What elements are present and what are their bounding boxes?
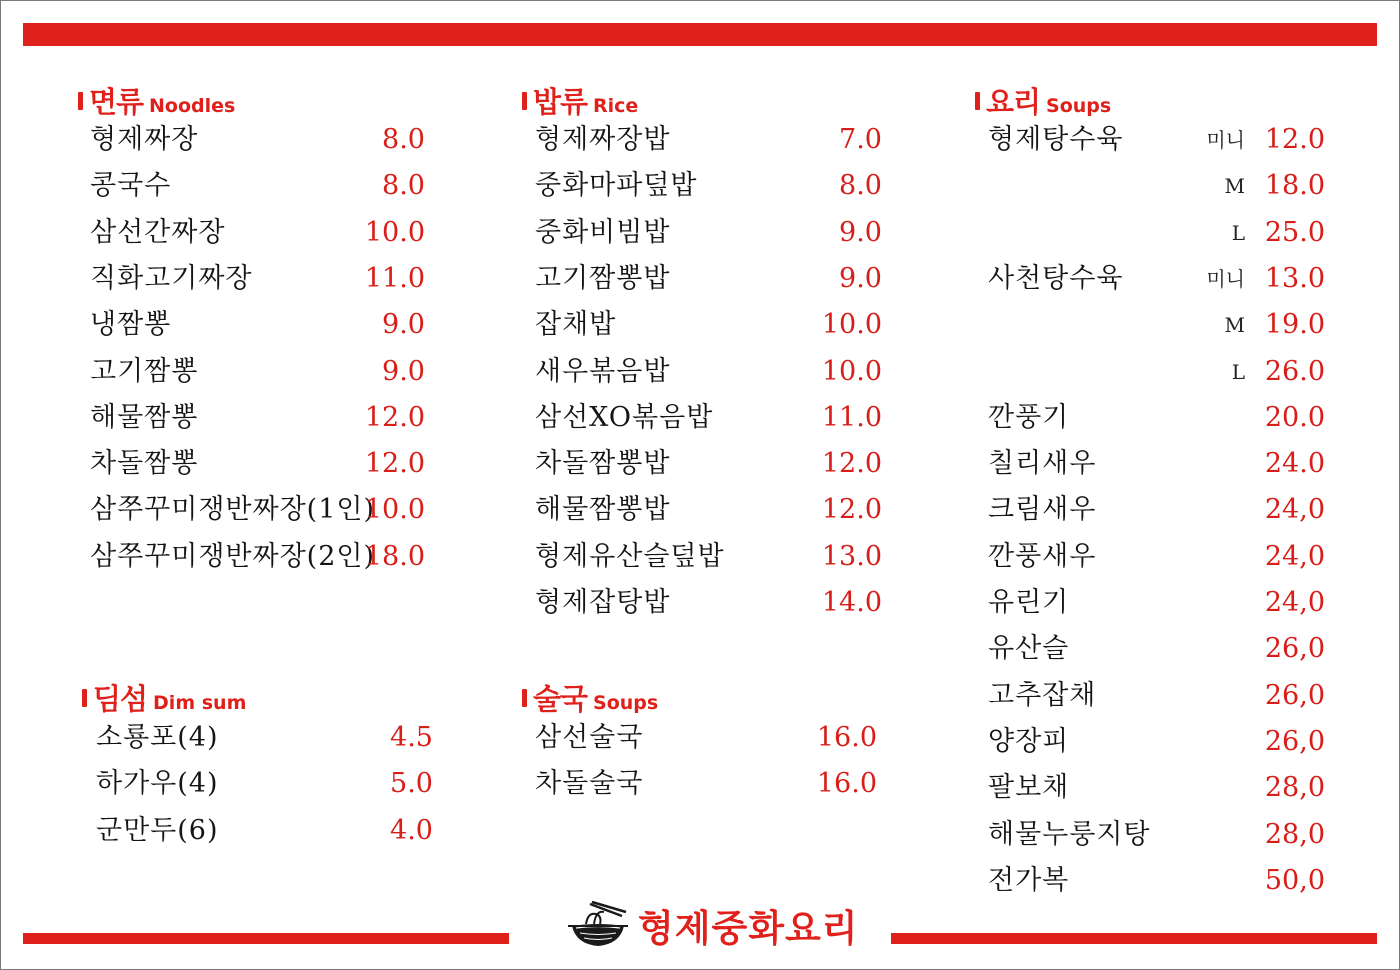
menu-item-name: 새우볶음밥 (535, 355, 671, 387)
menu-item-price: 8.0 (839, 170, 882, 202)
menu-item-price: 10.0 (821, 309, 882, 341)
menu-item (535, 718, 877, 764)
section-title-en: Noodles (149, 95, 236, 117)
menu-item-price: 24,0 (1264, 494, 1325, 526)
menu-item-price: 9.0 (382, 309, 425, 341)
menu-item-name: 잡채밥 (535, 309, 617, 341)
noodle-bowl-icon (566, 900, 630, 950)
menu-item-size: M (1224, 174, 1245, 199)
menu-item (988, 815, 1325, 861)
menu-item (96, 764, 433, 810)
menu-item (988, 676, 1325, 722)
menu-item-size: 미니 (1206, 266, 1245, 291)
menu-item (90, 490, 425, 536)
menu-item (988, 722, 1325, 768)
menu-item-name: 삼쭈꾸미쟁반짜장(2인) (90, 540, 375, 572)
menu-item-name: 군만두(6) (96, 814, 219, 846)
menu-item-price: 8.0 (382, 124, 425, 155)
menu-item-price: 12.0 (364, 401, 425, 433)
menu-item-size: L (1231, 220, 1245, 245)
section-title-ko: 요리 (986, 85, 1041, 119)
menu-item-size: M (1224, 313, 1245, 338)
menu-item (988, 583, 1325, 629)
menu-item-price: 26.0 (1264, 355, 1325, 387)
menu-item (988, 166, 1325, 212)
menu-item-price: 24.0 (1264, 448, 1325, 480)
section-title-ko: 딤섬 (93, 682, 148, 716)
section-title-dishes (975, 80, 1111, 121)
menu-item (535, 537, 882, 583)
menu-item-name: 유산슬 (988, 633, 1070, 665)
section-title-en: Rice (593, 95, 639, 117)
menu-item-price: 9.0 (839, 262, 882, 294)
menu-item (988, 537, 1325, 583)
menu-item-name: 차돌짬뽕 (90, 448, 199, 480)
menu-item (988, 213, 1325, 259)
section-title-en: Soups (1046, 95, 1112, 117)
menu-item (535, 490, 882, 536)
menu-item-price: 13.0 (821, 540, 882, 572)
menu-item-name: 고기짬뽕 (90, 355, 199, 387)
section-title-sulguk (522, 677, 658, 718)
restaurant-logo (566, 898, 858, 952)
menu-item-price: 26,0 (1264, 725, 1325, 757)
menu-item-price: 16.0 (816, 722, 877, 753)
menu-item-name: 칠리새우 (988, 448, 1097, 480)
menu-item (988, 305, 1325, 351)
menu-item-price: 12.0 (821, 494, 882, 526)
menu-item (535, 166, 882, 212)
menu-item (988, 120, 1325, 166)
menu-item (535, 120, 882, 166)
menu-item-name: 전가복 (988, 864, 1070, 896)
brand-name: 형제중화요리 (638, 906, 859, 950)
menu-item (90, 120, 425, 166)
menu-item-price: 28,0 (1264, 772, 1325, 804)
menu-item-price: 14.0 (821, 587, 882, 618)
section-title-ko: 밥류 (533, 85, 588, 119)
menu-item-name: 차돌술국 (535, 768, 644, 800)
menu-item-name: 직화고기짜장 (90, 262, 253, 294)
menu-item (988, 490, 1325, 536)
menu-item-price: 11.0 (364, 262, 425, 294)
section-title-rice (522, 80, 638, 121)
menu-item-price: 18.0 (364, 540, 425, 572)
menu-item-price: 4.5 (390, 722, 433, 753)
menu-item-price: 11.0 (821, 401, 882, 433)
menu-item-name: 콩국수 (90, 170, 172, 202)
bottom-red-bar-right (891, 933, 1377, 944)
menu-item-name: 삼선간짜장 (90, 216, 226, 248)
menu-item (90, 537, 425, 583)
menu-item (96, 718, 433, 764)
menu-item-price: 9.0 (839, 216, 882, 248)
section-title-dimsum (82, 677, 246, 718)
menu-item-name: 사천탕수육 (988, 262, 1124, 294)
menu-item-price: 19.0 (1264, 309, 1325, 341)
bottom-red-bar-left (23, 933, 509, 944)
menu-item-name: 크림새우 (988, 494, 1097, 526)
menu-item-price: 16.0 (816, 768, 877, 800)
top-red-bar (23, 23, 1377, 46)
menu-item (535, 305, 882, 351)
menu-item-price: 18.0 (1264, 170, 1325, 202)
menu-item-price: 13.0 (1264, 262, 1325, 294)
menu-item-name: 형제잡탕밥 (535, 587, 671, 618)
menu-item (535, 764, 877, 810)
menu-item-name: 소룡포(4) (96, 722, 219, 753)
menu-item-price: 25.0 (1264, 216, 1325, 248)
section-marker (522, 92, 527, 110)
menu-item-name: 깐풍기 (988, 401, 1070, 433)
menu-item-price: 24,0 (1264, 587, 1325, 618)
menu-item (988, 398, 1325, 444)
menu-item-price: 10.0 (821, 355, 882, 387)
menu-item-size: 미니 (1206, 128, 1245, 152)
menu-item-price: 28,0 (1264, 818, 1325, 850)
menu-item (535, 352, 882, 398)
menu-item-price: 20.0 (1264, 401, 1325, 433)
menu-item (90, 259, 425, 305)
menu-item-size: L (1231, 359, 1245, 384)
menu-item (535, 213, 882, 259)
menu-item (535, 398, 882, 444)
menu-item-name: 형제짜장 (90, 124, 199, 155)
section-title-ko: 면류 (89, 85, 144, 119)
menu-item-price: 50,0 (1264, 864, 1325, 896)
section-title-noodles (78, 80, 235, 121)
menu-item (988, 352, 1325, 398)
menu-item (90, 305, 425, 351)
section-marker (975, 92, 980, 110)
menu-item-price: 9.0 (382, 355, 425, 387)
section-title-en: Dim sum (153, 692, 247, 714)
menu-item (90, 444, 425, 490)
section-marker (522, 689, 527, 707)
menu-item-name: 삼선XO볶음밥 (535, 401, 714, 433)
menu-item-price: 7.0 (839, 124, 882, 155)
section-marker (82, 689, 87, 707)
menu-item-name: 깐풍새우 (988, 540, 1097, 572)
menu-item (90, 166, 425, 212)
section-title-en: Soups (593, 692, 659, 714)
section-title-ko: 술국 (533, 682, 588, 716)
menu-item-name: 유린기 (988, 587, 1070, 618)
menu-item-price: 12.0 (364, 448, 425, 480)
menu-item (90, 213, 425, 259)
menu-item-price: 26,0 (1264, 633, 1325, 665)
section-marker (78, 92, 83, 110)
menu-item (988, 768, 1325, 814)
menu-item (90, 398, 425, 444)
menu-item-name: 형제탕수육 (988, 124, 1124, 155)
menu-item-name: 고기짬뽕밥 (535, 262, 671, 294)
menu-item-price: 12.0 (1264, 124, 1325, 155)
menu-item (988, 444, 1325, 490)
menu-item-price: 8.0 (382, 170, 425, 202)
menu-item-name: 해물짬뽕밥 (535, 494, 671, 526)
menu-item-name: 중화비빔밥 (535, 216, 671, 248)
menu-item-name: 해물누룽지탕 (988, 818, 1151, 850)
menu-item-price: 4.0 (390, 814, 433, 846)
menu-item-name: 해물짬뽕 (90, 401, 199, 433)
menu-item (988, 629, 1325, 675)
menu-item-name: 형제유산슬덮밥 (535, 540, 725, 572)
menu-item-name: 하가우(4) (96, 768, 219, 800)
menu-item-name: 팔보채 (988, 772, 1070, 804)
menu-item-name: 삼선술국 (535, 722, 644, 753)
menu-item-price: 24,0 (1264, 540, 1325, 572)
menu-item (535, 444, 882, 490)
menu-item-price: 26,0 (1264, 679, 1325, 711)
menu-item-name: 차돌짬뽕밥 (535, 448, 671, 480)
menu-item-name: 삼쭈꾸미쟁반짜장(1인) (90, 494, 375, 526)
menu-item-name: 고추잡채 (988, 679, 1097, 711)
menu-item (96, 811, 433, 857)
menu-item-price: 5.0 (390, 768, 433, 800)
menu-item-name: 양장피 (988, 725, 1070, 757)
menu-item (988, 861, 1325, 907)
menu-item-price: 10.0 (364, 494, 425, 526)
menu-item (988, 259, 1325, 305)
menu-item-price: 10.0 (364, 216, 425, 248)
menu-item (535, 259, 882, 305)
menu-item-name: 중화마파덮밥 (535, 170, 698, 202)
menu-item-price: 12.0 (821, 448, 882, 480)
menu-item (535, 583, 882, 629)
menu-item (90, 352, 425, 398)
menu-item-name: 냉짬뽕 (90, 309, 172, 341)
menu-item-name: 형제짜장밥 (535, 124, 671, 155)
